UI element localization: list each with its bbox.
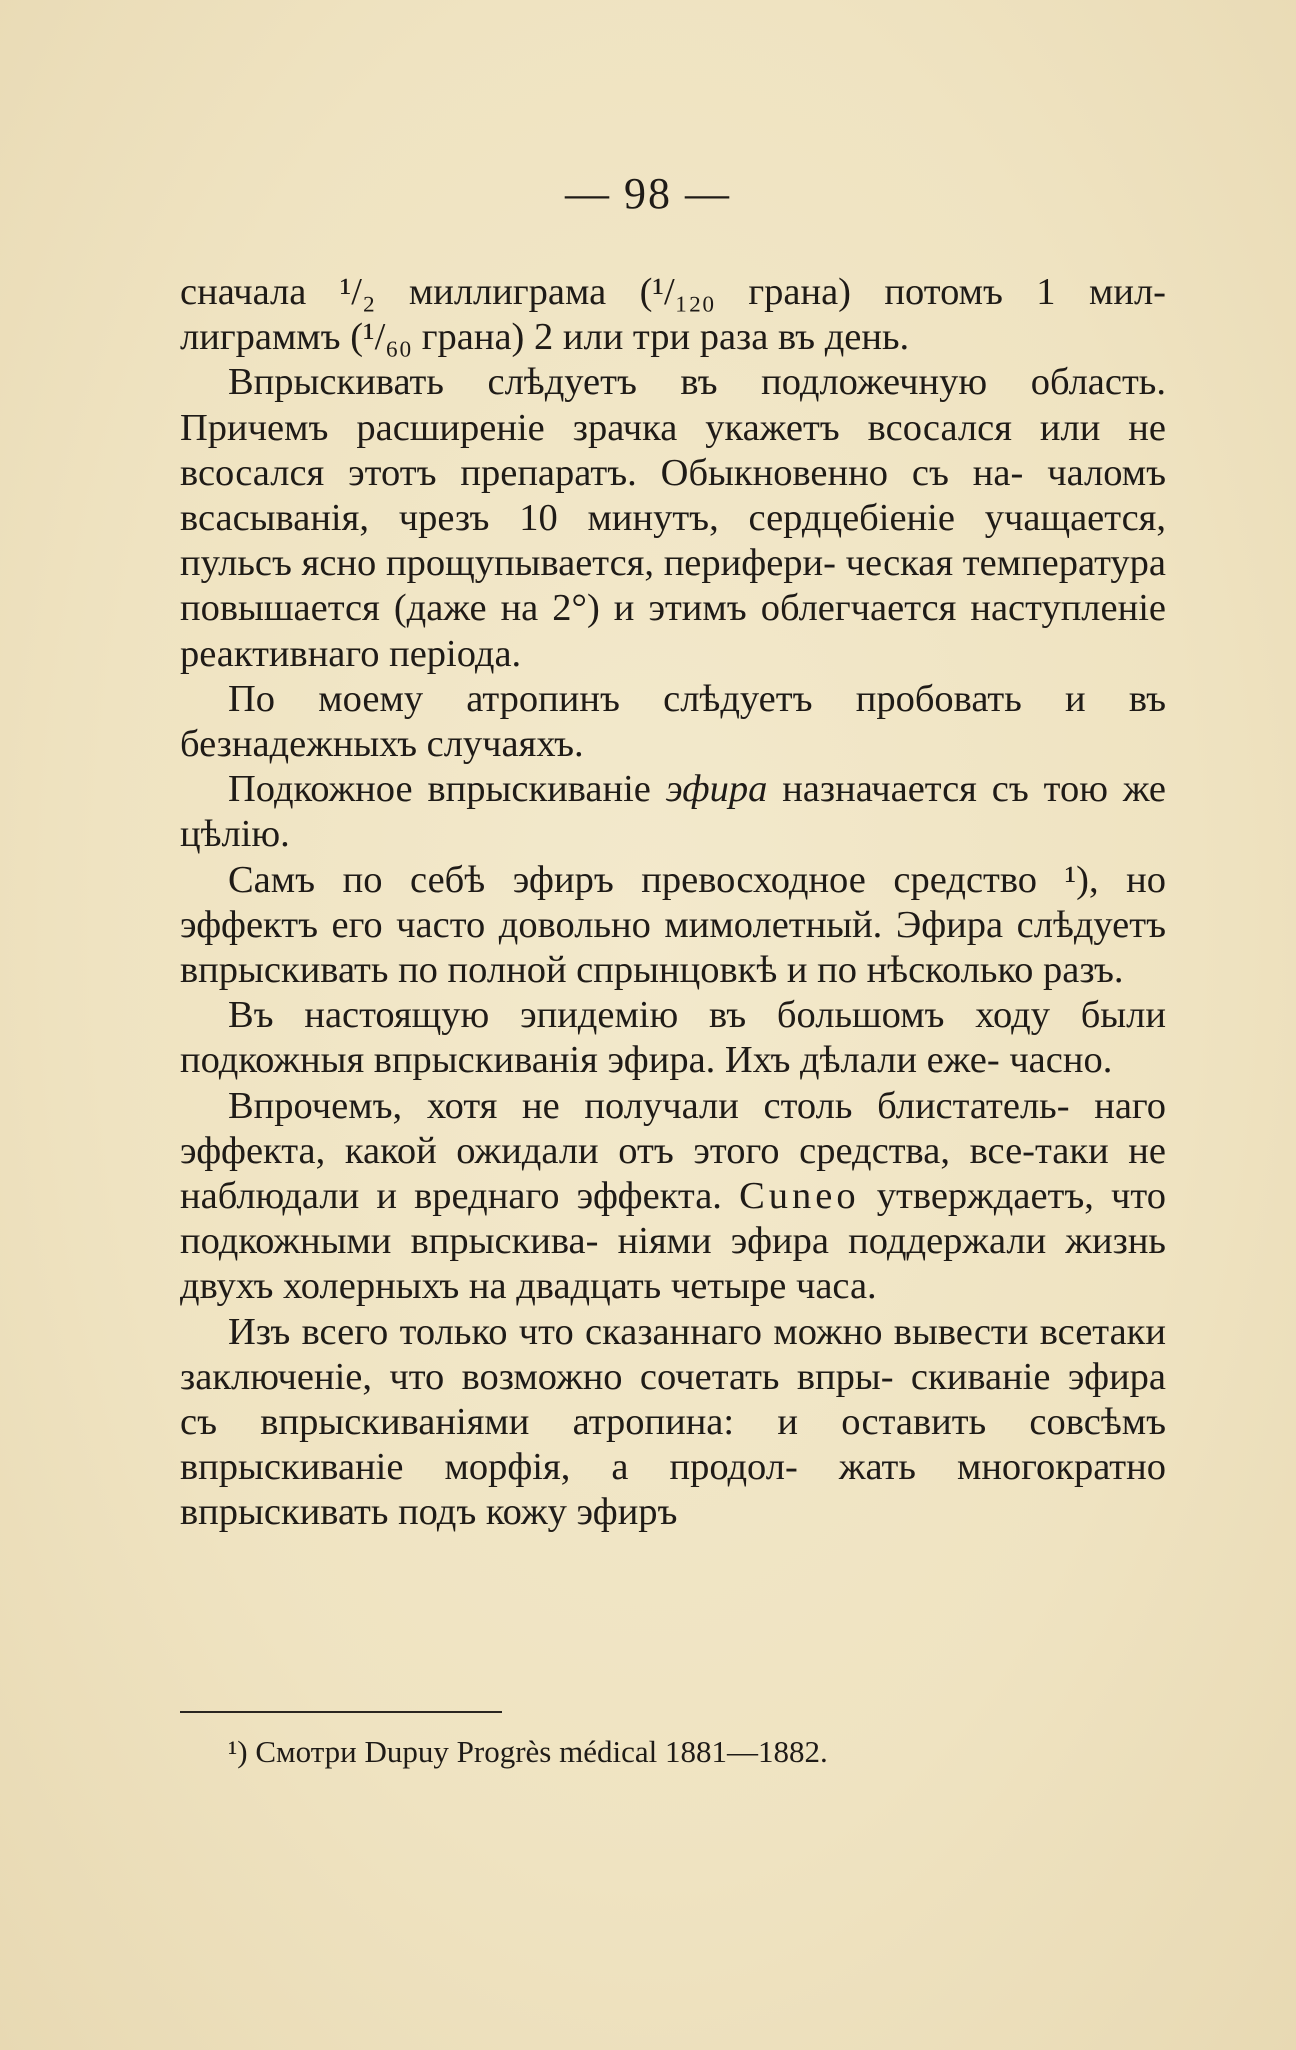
emphasized-word: эфира [665, 768, 768, 811]
text-line: все-таки не наблюдали и вреднаго эффекта. [180, 1129, 1166, 1218]
text-line: сначала ¹/₂ миллиграма (¹/₁₂₀ грана) потомъ 1 мил- [180, 271, 1166, 313]
text-line: оставить совсѣмъ впрыскиваніе морфія, а продол- [180, 1401, 1166, 1489]
text-line: тою же цѣлію. [180, 768, 1167, 856]
text-line: Самъ по себѣ эфиръ превосходное средство ¹), [228, 858, 1099, 901]
text-line: ческая температура повышается (даже на 2°) и [180, 542, 1167, 630]
text-line: Въ настоящую эпидемію въ большомъ ходу были [228, 994, 1166, 1037]
text-line: слѣдуетъ впрыскивать по полной спрынцовкѣ и по [180, 903, 1166, 992]
spaced-name: Cuneo [739, 1175, 860, 1218]
text-line: Впрочемъ, хотя не получали столь блистатель- [228, 1084, 1070, 1127]
body-text [180, 270, 1166, 1536]
footnote-rule [180, 1711, 502, 1713]
text-line: на двадцать четыре часа. [468, 1265, 877, 1308]
paragraph-4 [180, 767, 1166, 857]
text-line: наго эффекта, какой ожидали отъ этого средства, [180, 1084, 1167, 1172]
paragraph-5 [180, 858, 1166, 994]
text-line: По моему атропинъ слѣдуетъ пробовать и въ [228, 677, 1166, 720]
text-line: нѣсколько разъ. [866, 949, 1124, 992]
page-number: — 98 — [565, 169, 731, 218]
text-line: чаломъ всасыванія, чрезъ 10 минутъ, сердцебіеніе [180, 451, 1167, 540]
paragraph-7 [180, 1084, 1166, 1310]
text-fragment: Подкожное впрыскиваніе [228, 768, 666, 811]
text-line: этимъ облегчается наступленіе реактивнаго періода. [180, 587, 1166, 675]
text-line: подкожныя впрыскиванія эфира. Ихъ дѣлали еже- [180, 1039, 1000, 1082]
text-line: но эффектъ его часто довольно мимолетный. Эфира [180, 858, 1167, 946]
paragraph-2 [180, 360, 1166, 676]
text-line: всетаки заключеніе, что возможно сочетать впры- [180, 1310, 1166, 1398]
text-fragment: утверждаетъ, что подкожными впрыскива- [180, 1175, 1166, 1263]
paragraph-6 [180, 993, 1166, 1083]
text-line: скиваніе эфира съ впрыскиваніями атропина: и [180, 1355, 1167, 1444]
paragraph-8 [180, 1310, 1166, 1536]
text-line: учащается, пульсъ ясно прощупывается, перифери- [180, 497, 1166, 585]
text-line: не всосался этотъ препаратъ. Обыкновенно съ на- [180, 406, 1166, 494]
text-line: лиграммъ (¹/₆₀ грана) 2 или три раза въ день. [180, 316, 910, 359]
footnote: ¹) Смотри Dupuy Progrès médical 1881—1882. [228, 1734, 828, 1769]
text-line: жать многократно впрыскивать подъ кожу эфиръ [180, 1446, 1166, 1534]
text-line: Изъ всего только что сказаннаго можно вывести [228, 1310, 1029, 1353]
text-line: часно. [1009, 1039, 1113, 1082]
text-line: ніями эфира поддержали жизнь двухъ холерныхъ [180, 1220, 1166, 1308]
paragraph-1 [180, 270, 1166, 360]
text-fragment: назначается съ [767, 768, 1029, 811]
text-line: Причемъ расширеніе зрачка укажетъ всосался или [180, 406, 1101, 449]
paragraph-3 [180, 677, 1166, 767]
text-line: Впрыскивать слѣдуетъ въ подложечную область. [228, 361, 1166, 404]
text-line: безнадежныхъ случаяхъ. [180, 723, 584, 766]
